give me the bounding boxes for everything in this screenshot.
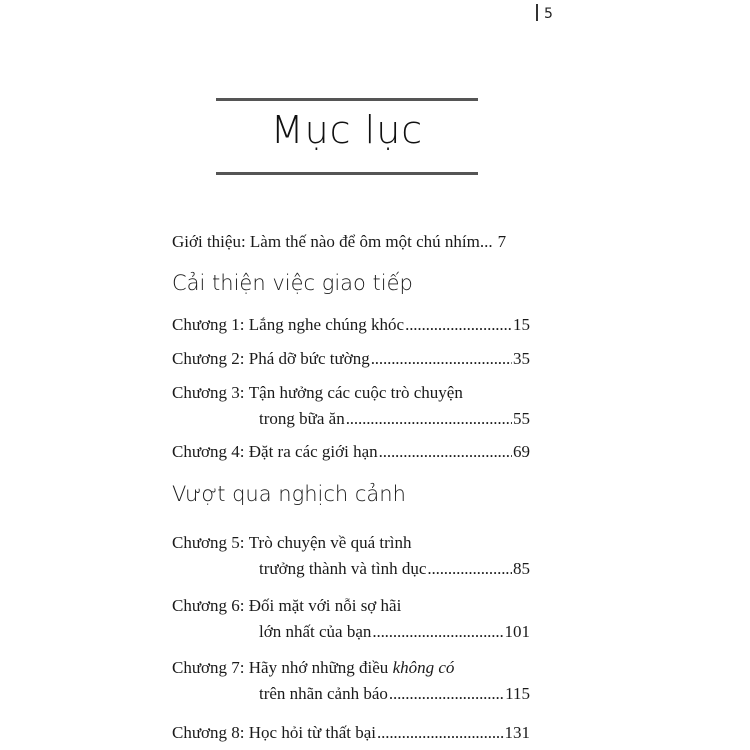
page-number-divider	[536, 4, 538, 21]
entry-title: Giới thiệu: Làm thế nào để ôm một chú nhím...	[172, 232, 493, 251]
page-number	[536, 4, 553, 22]
entry-page: 15	[513, 315, 530, 334]
entry-title-cont: trên nhãn cảnh báo	[259, 684, 388, 703]
chapter-label: Chương 4:	[172, 442, 245, 461]
entry-page: 101	[504, 622, 530, 641]
toc-entry-chapter-8[interactable]	[172, 720, 530, 746]
entry-title: Lắng nghe chúng khóc	[248, 315, 405, 334]
entry-page: 115	[505, 684, 530, 703]
toc-entry-chapter-3[interactable]	[172, 380, 530, 432]
dot-leader	[371, 346, 512, 372]
entry-title: Trò chuyện về quá trình	[248, 533, 412, 552]
chapter-label: Chương 6:	[172, 596, 245, 615]
entry-title-cont: lớn nhất của bạn	[259, 622, 372, 641]
chapter-label: Chương 7:	[172, 658, 245, 677]
entry-title-italic: không có	[392, 658, 455, 677]
entry-page: 35	[513, 349, 530, 368]
dot-leader	[346, 406, 512, 432]
entry-title: Đặt ra các giới hạn	[248, 442, 378, 461]
chapter-label: Chương 5:	[172, 533, 245, 552]
entry-page: 85	[513, 559, 530, 578]
toc-entry-chapter-7[interactable]	[172, 655, 530, 707]
dot-leader	[379, 439, 512, 465]
entry-title: Phá dỡ bức tường	[248, 349, 370, 368]
title-rule-top	[216, 98, 478, 101]
entry-page: 131	[504, 723, 530, 742]
toc-entry-chapter-4[interactable]	[172, 439, 530, 465]
chapter-label: Chương 8:	[172, 723, 245, 742]
page-number-text: 5	[544, 6, 553, 22]
entry-title: Hãy nhớ những điều	[248, 658, 389, 677]
dot-leader	[405, 312, 512, 338]
toc-entry-chapter-6[interactable]	[172, 593, 530, 645]
dot-leader	[372, 619, 503, 645]
toc-entry-chapter-1[interactable]	[172, 312, 530, 338]
title-rule-bottom	[216, 172, 478, 175]
toc-entry-intro[interactable]	[172, 229, 530, 255]
chapter-label: Chương 3:	[172, 383, 245, 402]
entry-title: Tận hưởng các cuộc trò chuyện	[248, 383, 463, 402]
entry-page: 55	[513, 409, 530, 428]
section-heading: Cải thiện việc giao tiếp	[172, 271, 413, 295]
dot-leader	[427, 556, 512, 582]
entry-page: 69	[513, 442, 530, 461]
entry-page: 7	[497, 232, 507, 251]
toc-entry-chapter-5[interactable]	[172, 530, 530, 582]
entry-title-cont: trưởng thành và tình dục	[259, 559, 427, 578]
chapter-label: Chương 1:	[172, 315, 245, 334]
toc-entry-chapter-2[interactable]	[172, 346, 530, 372]
entry-title-cont: trong bữa ăn	[259, 409, 345, 428]
section-heading: Vượt qua nghịch cảnh	[172, 482, 406, 506]
entry-title: Đối mặt với nỗi sợ hãi	[248, 596, 402, 615]
entry-title: Học hỏi từ thất bại	[248, 723, 377, 742]
toc-title: Mục lục	[270, 108, 424, 152]
dot-leader	[377, 720, 503, 746]
dot-leader	[389, 681, 504, 707]
chapter-label: Chương 2:	[172, 349, 245, 368]
